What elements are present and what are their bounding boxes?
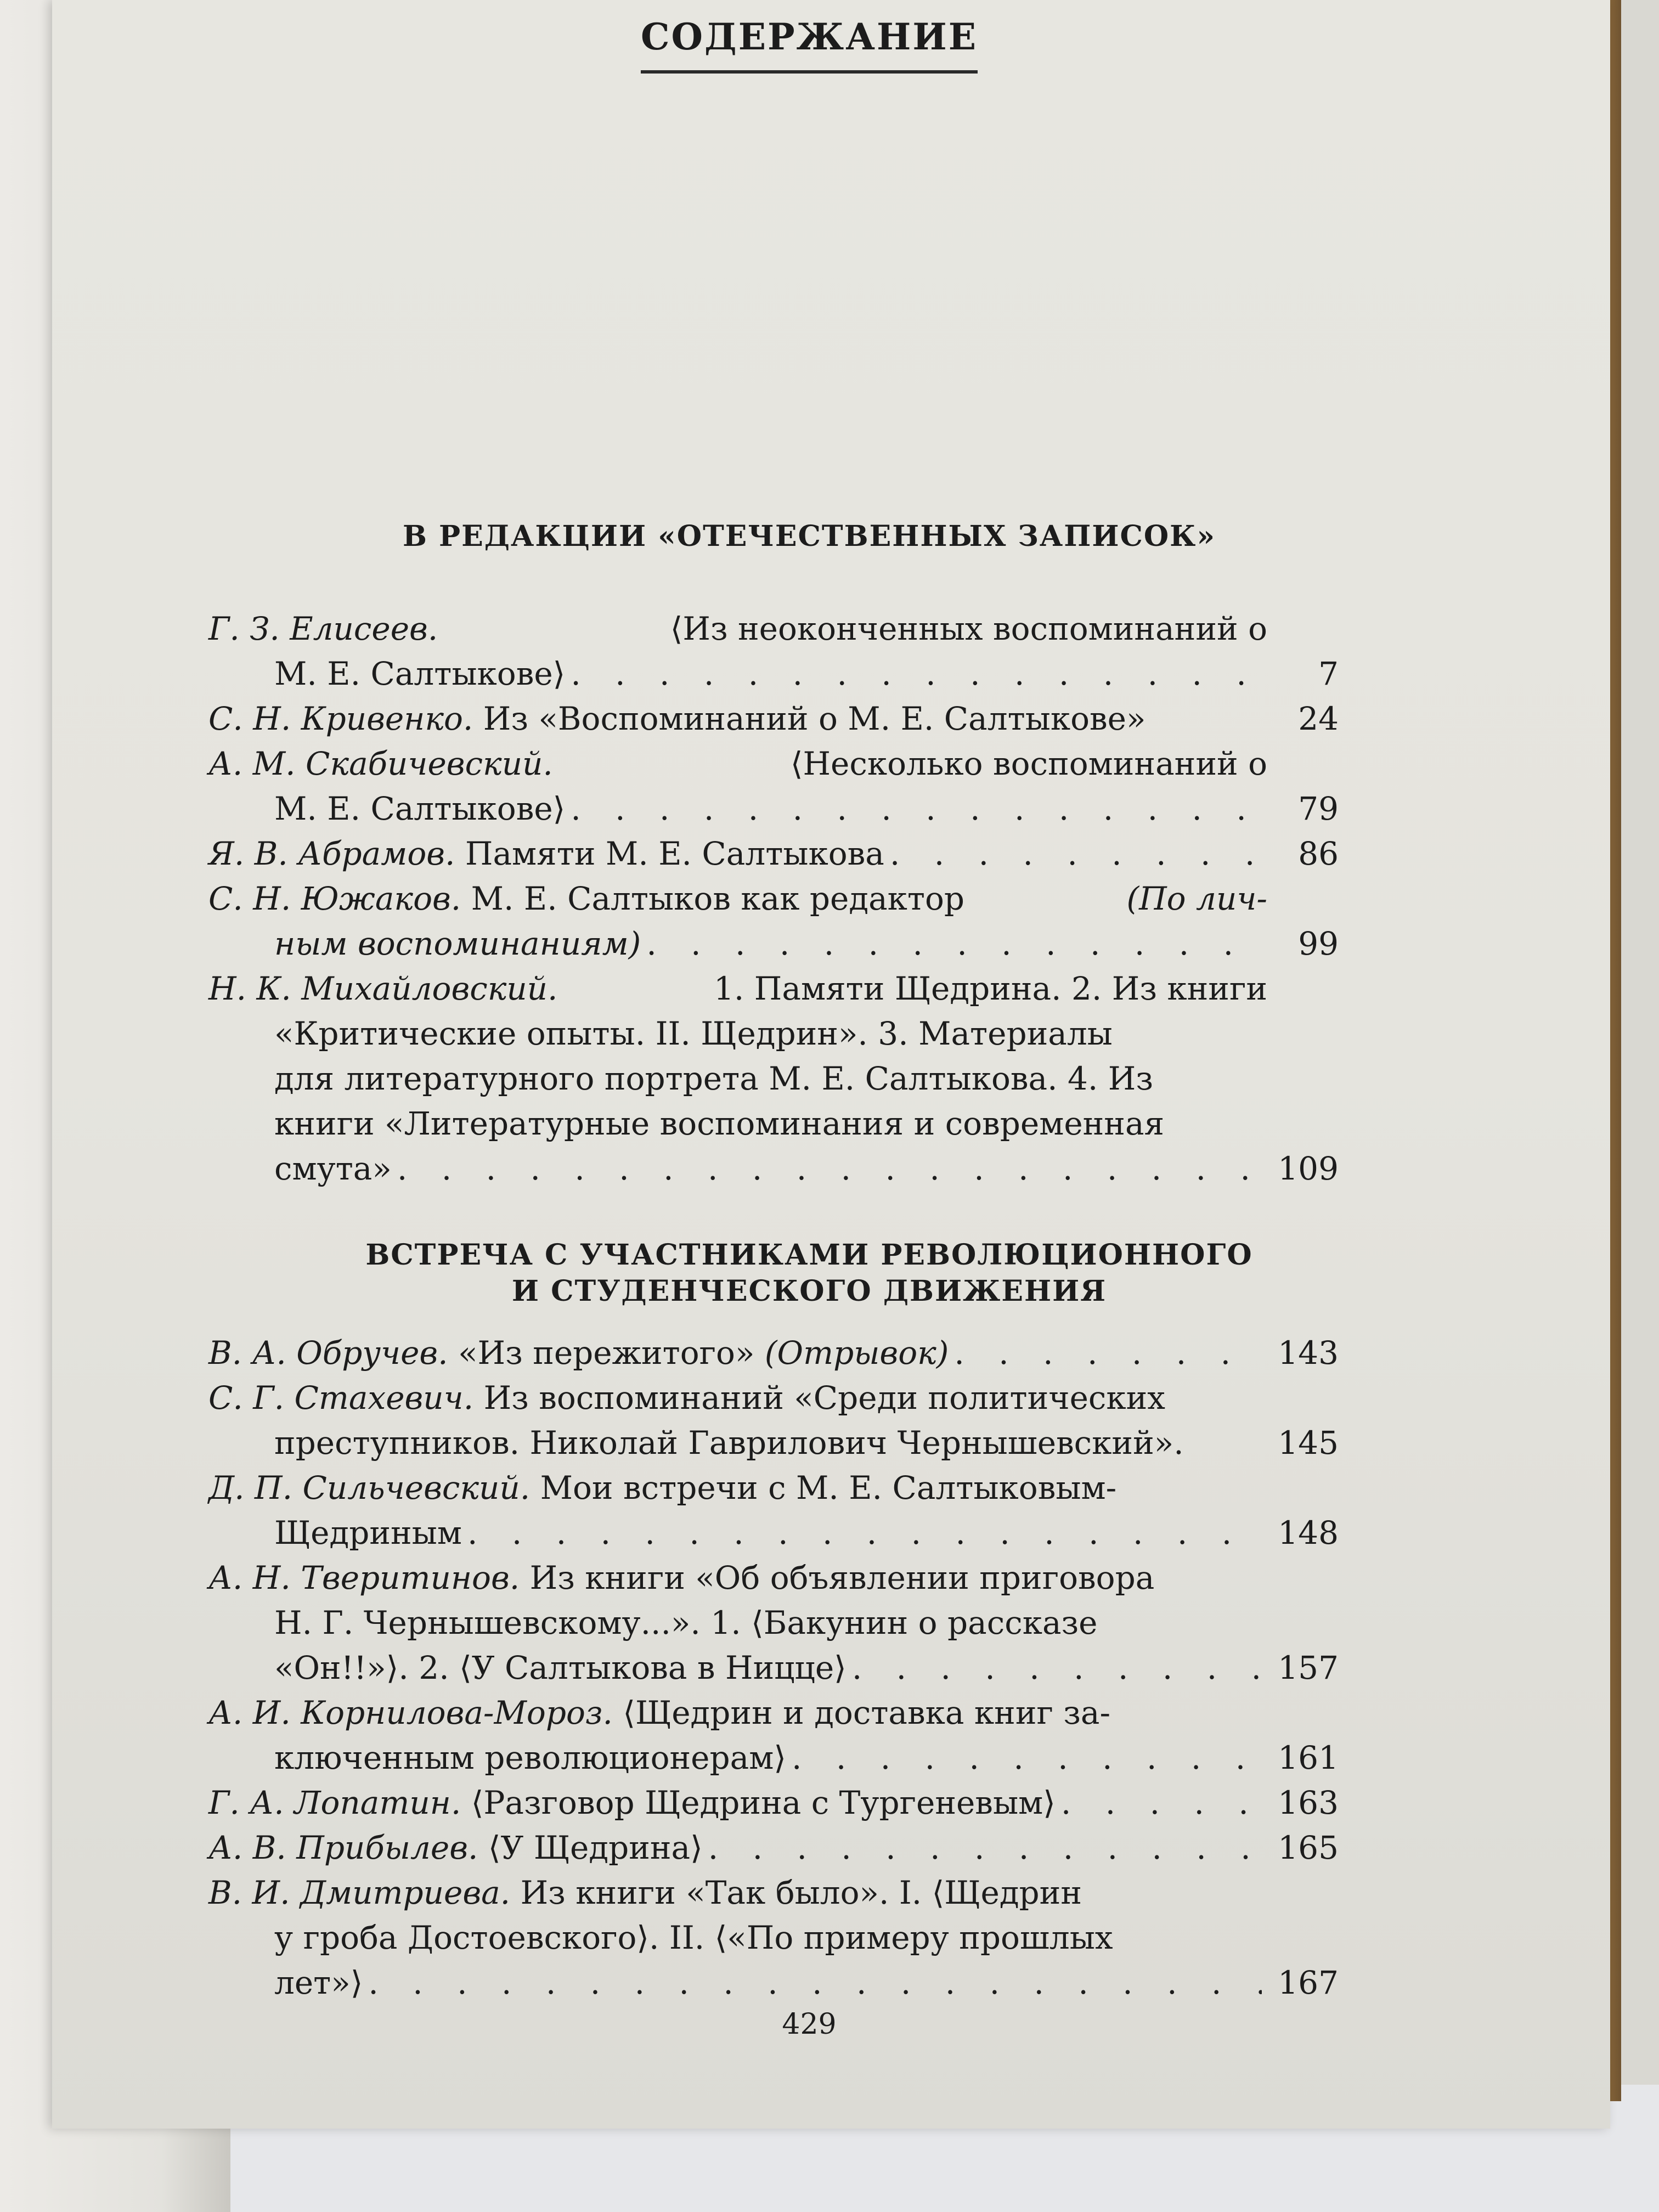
entry-author: А. И. Корнилова-Мороз. <box>208 1694 613 1731</box>
page-number: 429 <box>782 2008 837 2041</box>
entry-title: Мои встречи с М. Е. Салтыковым- <box>540 1469 1117 1506</box>
toc-entry[interactable] <box>208 1555 1339 1690</box>
entry-title: ⟨Щедрин и доставка книг за- <box>623 1694 1111 1731</box>
entry-title: для литературного портрета М. Е. Салтыкова. 4. Из <box>274 1060 1153 1097</box>
entry-title: Из «Воспоминаний о М. Е. Салтыкове» <box>483 700 1146 737</box>
toc-entry[interactable] <box>208 606 1339 696</box>
entry-title: М. Е. Салтыков как редактор <box>471 880 965 917</box>
entry-title: Н. Г. Чернышевскому...». 1. ⟨Бакунин о рассказе <box>274 1604 1098 1641</box>
entry-title: преступников. Николай Гаврилович Чернышевский». <box>274 1424 1184 1462</box>
entry-author: А. М. Скабичевский. <box>208 745 553 782</box>
entry-author: Н. К. Михайловский. <box>208 970 558 1007</box>
entry-title: у гроба Достоевского⟩. II. ⟨«По примеру прошлых <box>274 1919 1113 1956</box>
page-title: СОДЕРЖАНИЕ <box>208 15 1410 74</box>
entry-page: 157 <box>1278 1649 1339 1686</box>
toc-entry[interactable] <box>208 1780 1339 1825</box>
entry-title: Памяти М. Е. Салтыкова <box>465 835 884 872</box>
entry-page: 24 <box>1298 700 1339 737</box>
entry-page: 163 <box>1278 1784 1339 1821</box>
entry-page: 143 <box>1278 1334 1339 1372</box>
entry-author: В. А. Обручев. <box>208 1334 448 1372</box>
book-page <box>52 0 1610 2129</box>
entry-page: 79 <box>1298 790 1339 827</box>
entry-title: Из книги «Об объявлении приговора <box>529 1559 1155 1596</box>
table-of-contents <box>208 0 1410 2085</box>
entry-page: 7 <box>1318 655 1339 692</box>
toc-entry[interactable] <box>208 876 1339 966</box>
toc-entry[interactable] <box>208 1825 1339 1870</box>
entry-title: ⟨Разговор Щедрина с Тургеневым⟩ <box>471 1784 1056 1821</box>
toc-entry[interactable] <box>208 831 1339 876</box>
entry-author: С. Н. Южаков. <box>208 880 461 917</box>
entry-page: 165 <box>1278 1829 1339 1866</box>
entry-page: 161 <box>1278 1739 1339 1776</box>
entry-title: ⟨Несколько воспоминаний о <box>790 745 1267 782</box>
entry-title: ⟨У Щедрина⟩ <box>488 1829 703 1866</box>
toc-entry[interactable] <box>208 1690 1339 1780</box>
section-heading: В РЕДАКЦИИ «ОТЕЧЕСТВЕННЫХ ЗАПИСОК» <box>403 520 1216 553</box>
toc-entry[interactable] <box>208 1870 1339 2005</box>
entry-title: М. Е. Салтыкове⟩ <box>274 790 566 827</box>
entry-author: С. Г. Стахевич. <box>208 1379 474 1417</box>
entry-title: «Из пережитого» <box>458 1334 755 1372</box>
section-heading: ВСТРЕЧА С УЧАСТНИКАМИ РЕВОЛЮЦИОННОГО И СТУДЕНЧЕСКОГО ДВИЖЕНИЯ <box>365 1238 1253 1308</box>
entry-title: ключенным революционерам⟩ <box>274 1739 786 1776</box>
entry-title-italic: (Отрывок) <box>764 1334 949 1372</box>
entry-title: 1. Памяти Щедрина. 2. Из книги <box>714 970 1267 1007</box>
toc-entry[interactable] <box>208 1465 1339 1555</box>
entry-author: А. Н. Тверитинов. <box>208 1559 520 1596</box>
entry-author: Г. З. Елисеев. <box>208 610 438 647</box>
entry-author: А. В. Прибылев. <box>208 1829 478 1866</box>
entry-title: смута» <box>274 1150 392 1187</box>
entry-author: Г. А. Лопатин. <box>208 1784 461 1821</box>
entry-author: С. Н. Кривенко. <box>208 700 473 737</box>
entry-title: Из воспоминаний «Среди политических <box>483 1379 1166 1417</box>
entry-page: 145 <box>1278 1424 1339 1462</box>
entry-title: лет»⟩ <box>274 1964 363 2001</box>
entry-author: В. И. Дмитриева. <box>208 1874 511 1911</box>
toc-entry[interactable] <box>208 966 1339 1191</box>
toc-entry[interactable] <box>208 1375 1339 1465</box>
entry-title-italic: (По лич- <box>1126 880 1267 917</box>
entry-page: 99 <box>1298 925 1339 962</box>
toc-entry[interactable] <box>208 741 1339 831</box>
entry-page: 86 <box>1298 835 1339 872</box>
toc-entry[interactable] <box>208 1330 1339 1375</box>
entry-title: ⟨Из неоконченных воспоминаний о <box>670 610 1267 647</box>
toc-entry[interactable] <box>208 696 1339 741</box>
entry-title: Из книги «Так было». I. ⟨Щедрин <box>520 1874 1082 1911</box>
entry-title: М. Е. Салтыкове⟩ <box>274 655 566 692</box>
entry-title: книги «Литературные воспоминания и современная <box>274 1105 1165 1142</box>
entry-title: «Критические опыты. II. Щедрин». 3. Материалы <box>274 1015 1113 1052</box>
entry-author: Я. В. Абрамов. <box>208 835 455 872</box>
entry-title: Щедриным <box>274 1514 462 1551</box>
entry-title: «Он!!»⟩. 2. ⟨У Салтыкова в Ницце⟩ <box>274 1649 847 1686</box>
entry-page: 109 <box>1278 1150 1339 1187</box>
entry-author: Д. П. Сильчевский. <box>208 1469 531 1506</box>
entry-page: 148 <box>1278 1514 1339 1551</box>
entry-page: 167 <box>1278 1964 1339 2001</box>
entry-title: ным воспоминаниям) <box>274 925 641 962</box>
